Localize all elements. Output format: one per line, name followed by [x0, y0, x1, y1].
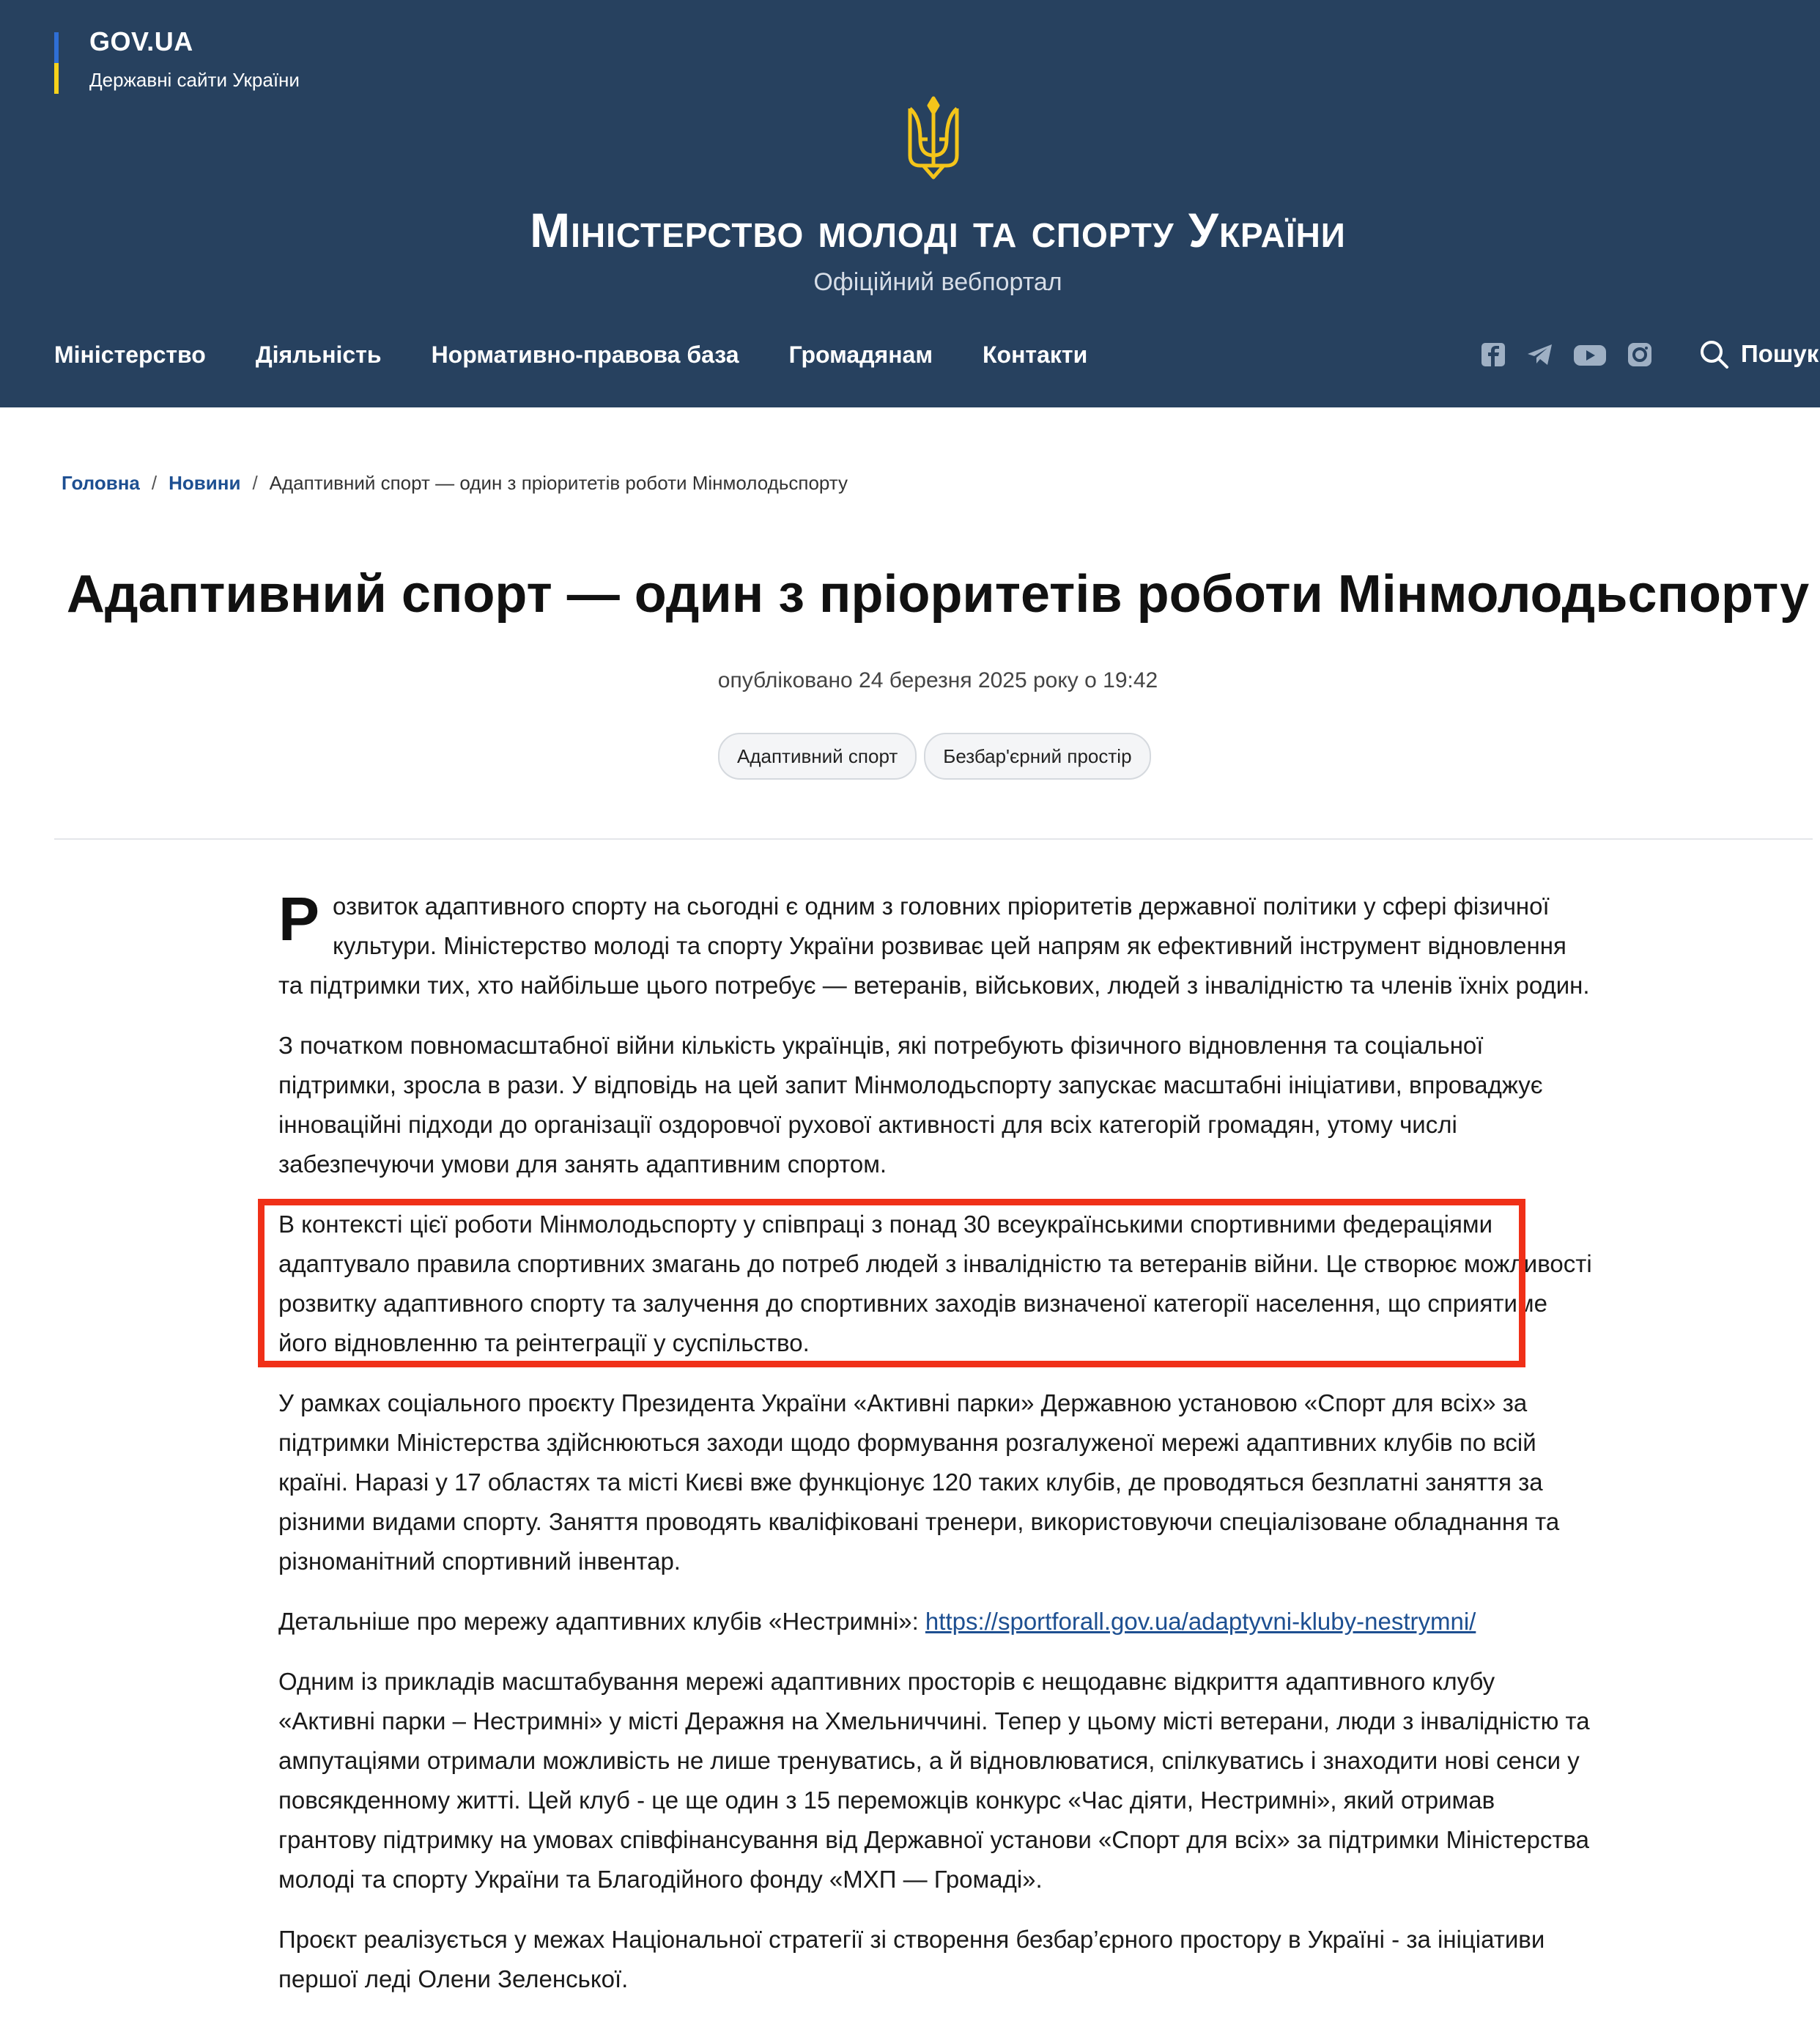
publish-date: опубліковано 24 березня 2025 року о 19:42 — [717, 668, 1158, 692]
paragraph-text: Детальніше про мережу адаптивних клубів «Нестримні»: — [278, 1608, 925, 1635]
sportforall-link[interactable]: https://sportforall.gov.ua/adaptyvni-kluby-nestrymni/ — [925, 1608, 1476, 1635]
search-label[interactable]: Пошук — [1741, 340, 1819, 367]
gov-ua-logo-text[interactable]: GOV.UA — [89, 26, 193, 56]
divider — [54, 838, 1813, 840]
article-paragraph: З початком повномасштабної війни кількість українців, які потребують фізичного відновлення та соціальної підтримки, зросла в рази. У відповідь на цей запит Мінмолодьспорту запускає масштабні ініціативи, впроваджує інноваційні підходи до організації оздоровчої рухової активності для всіх категорій громадян, утому числі забезпечуючи умови для занять адаптивним спортом. — [278, 1032, 1543, 1178]
highlighted-paragraph: В контексті цієї роботи Мінмолодьспорту у співпраці з понад 30 всеукраїнськими спортивними федераціями адаптувало правила спортивних змагань до потреб людей з інвалідністю та ветеранів війни. Це створює можливості розвитку адаптивного спорту та залучення до спортивних заходів визначеної категорії населення, що сприятиме його відновленню та реінтеграції у суспільство. — [278, 1211, 1592, 1356]
breadcrumb-news[interactable]: Новини — [169, 472, 241, 494]
article-body — [278, 884, 1597, 2020]
paragraph-text: озвиток адаптивного спорту на сьогодні є одним з головних пріоритетів державної політики у сфері фізичної культури. Міністерство молоді та спорту України розвиває цей напрям як ефективний інструмент відновлення та підтримки тих, хто найбільше цього потребує — ветеранів, військових, людей з інвалідністю та членів їхніх родин. — [278, 893, 1590, 999]
telegram-icon[interactable] — [1525, 340, 1555, 369]
article-title: Адаптивний спорт — один з пріоритетів роботи Мінмолодьспорту — [66, 565, 1810, 624]
gov-flag-icon — [54, 32, 59, 94]
breadcrumb-home[interactable]: Головна — [62, 472, 140, 494]
nav-item-contacts[interactable]: Контакти — [983, 341, 1088, 368]
article-paragraph: Одним із прикладів масштабування мережі адаптивних просторів є нещодавнє відкриття адаптивного клубу «Активні парки – Нестримні» у місті Деражня на Хмельниччині. Тепер у цьому місті ветерани, люди з інвалідністю та ампутаціями отримали можливість не лише тренуватись, а й відновлюватися, спілкуватись і знаходити нові сенси у повсякденному житті. Цей клуб - це ще один з 15 переможців конкурс «Час діяти, Нестримні», який отримав грантову підтримку на умовах співфінансування від Державної установи «Спорт для всіх» за підтримки Міністерства молоді та спорту України та Благодійного фонду «МХП — Громаді». — [278, 1668, 1590, 1893]
social-links — [1479, 340, 1654, 369]
search-button[interactable] — [1698, 339, 1819, 369]
site-header — [0, 0, 1820, 407]
facebook-icon[interactable] — [1479, 340, 1508, 369]
breadcrumb-current: Адаптивний спорт — один з пріоритетів роботи Мінмолодьспорту — [269, 472, 848, 494]
gov-ua-subtitle[interactable]: Державні сайти України — [89, 69, 300, 91]
highlight-box — [258, 1199, 1525, 1367]
tag-adaptive-sport[interactable]: Адаптивний спорт — [718, 733, 917, 780]
site-title[interactable]: Міністерство молоді та спорту України — [530, 203, 1346, 257]
youtube-icon[interactable] — [1572, 340, 1608, 369]
article-paragraph — [278, 1602, 1597, 1641]
main-nav — [54, 341, 1087, 369]
article-paragraph: Проєкт реалізується у межах Національної стратегії зі створення безбар’єрного простору в Україні - за ініціативи першої леді Олени Зеленської. — [278, 1926, 1545, 1992]
article-tags — [718, 733, 1151, 780]
site-subtitle: Офіційний вебпортал — [813, 268, 1062, 296]
trident-icon — [906, 95, 961, 182]
nav-item-ministry[interactable]: Міністерство — [54, 341, 206, 368]
article-paragraph: У рамках соціального проєкту Президента України «Активні парки» Державною установою «Спорт для всіх» за підтримки Міністерства здійснюються заходи щодо формування розгалуженої мережі адаптивних клубів по всій країні. Наразі у 17 областях та місті Києві вже функціонує 120 таких клубів, де проводяться безплатні заняття за різними видами спорту. Заняття проводять кваліфіковані тренери, використовуючи спеціалізоване обладнання та різноманітний спортивний інвентар. — [278, 1389, 1560, 1575]
nav-item-legal-base[interactable]: Нормативно-правова база — [431, 341, 739, 368]
article-paragraph — [278, 884, 1597, 1005]
instagram-icon[interactable] — [1625, 340, 1654, 369]
breadcrumb-separator: / — [151, 472, 158, 494]
nav-item-citizens[interactable]: Громадянам — [788, 341, 933, 368]
breadcrumb — [62, 472, 848, 495]
tag-barrier-free[interactable]: Безбар'єрний простір — [924, 733, 1150, 780]
search-icon[interactable] — [1698, 339, 1729, 369]
nav-item-activity[interactable]: Діяльність — [255, 341, 382, 368]
drop-cap: Р — [278, 884, 320, 953]
breadcrumb-separator: / — [252, 472, 258, 494]
